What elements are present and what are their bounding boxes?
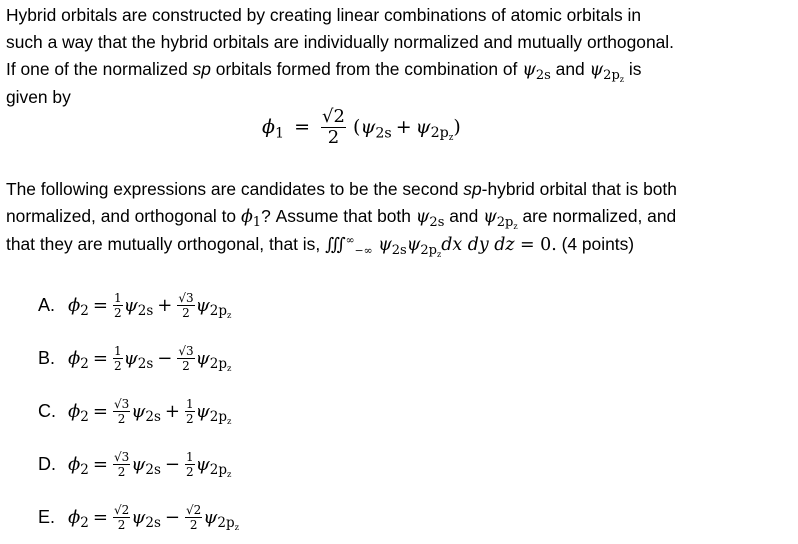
option-coefficient-2: $\frac{√3}{2}$ [178, 344, 194, 373]
intro-line-3: If one of the normalized sp orbitals formed from the combination of $\psi_{2s}$ and $\psi_{2p_z}$ is [6, 59, 642, 84]
option-equals: = [92, 401, 108, 422]
option-coefficient-1: $\frac{√3}{2}$ [113, 450, 130, 479]
option-coefficient-2: $\frac{√2}{2}$ [186, 503, 202, 532]
phi1-equation [262, 108, 461, 147]
intro-line-2: such a way that the hybrid orbitals are individually normalized and mutually orthogonal. [6, 32, 674, 52]
option-equals: = [92, 507, 108, 528]
option-operator: + [157, 295, 173, 316]
answer-option[interactable] [38, 438, 239, 491]
option-phi2: $\phi_2$ [68, 348, 89, 373]
answer-option[interactable] [38, 491, 239, 544]
option-operator: − [157, 348, 173, 369]
option-coefficient-2: $\frac{√3}{2}$ [178, 291, 194, 320]
psi-2s-symbol: $\psi_{2s}$ [522, 60, 551, 83]
question-line-2: normalized, and orthogonal to $\phi_1$? Assume that both $\psi_{2s}$ and $\psi_{2p_z}$ are normalized, and [6, 206, 677, 231]
option-equals: = [92, 348, 108, 369]
intro-line-1: Hybrid orbitals are constructed by creating linear combinations of atomic orbitals in [6, 5, 642, 25]
option-letter: B. [38, 348, 56, 368]
option-phi2: $\phi_2$ [68, 295, 89, 320]
option-psi-2pz: $\psi_{2p_z}$ [195, 454, 232, 479]
option-operator: − [164, 507, 180, 528]
option-phi2: $\phi_2$ [68, 507, 89, 532]
option-psi-2pz: $\psi_{2p_z}$ [203, 507, 240, 532]
option-psi-2s: $\psi_{2s}$ [131, 401, 161, 426]
equals-sign: = [294, 115, 310, 138]
option-coefficient-2: $\frac{1}{2}$ [186, 397, 194, 426]
intro-paragraph [6, 2, 792, 111]
phi1-rhs: $(\psi_{2s} + \psi_{2p_z})$ [353, 115, 461, 143]
phi1-lhs: $\phi_1$ [262, 115, 285, 141]
option-letter: A. [38, 295, 56, 315]
option-operator: + [164, 401, 180, 422]
option-psi-2pz: $\psi_{2p_z}$ [195, 348, 232, 373]
option-coefficient-1: $\frac{√2}{2}$ [113, 503, 130, 532]
option-psi-2s: $\psi_{2s}$ [131, 507, 161, 532]
question-line-3: that they are mutually orthogonal, that is, $∭^\infty_{-\infty}$ $\psi_{2s}\psi_{2p_z}dx$ dy dz = 0. (4 points) [6, 233, 635, 259]
option-psi-2pz: $\psi_{2p_z}$ [195, 295, 232, 320]
option-letter: D. [38, 454, 56, 474]
option-equals: = [92, 295, 108, 316]
triple-integral: $∭^\infty_{-\infty}$ $\psi_{2s}\psi_{2p_z}dx$ dy dz [325, 233, 515, 259]
option-phi2: $\phi_2$ [68, 454, 89, 479]
option-psi-2s: $\psi_{2s}$ [131, 454, 161, 479]
option-letter: E. [38, 507, 56, 527]
option-letter: C. [38, 401, 56, 421]
answer-options [38, 279, 239, 544]
psi-2pz-symbol: $\psi_{2p_z}$ [589, 60, 625, 84]
phi1-symbol: $\phi_1$ [240, 207, 262, 230]
option-coefficient-1: $\frac{1}{2}$ [113, 344, 122, 373]
question-line-1: The following expressions are candidates to be the second sp-hybrid orbital that is both [6, 179, 677, 199]
option-coefficient-1: $\frac{1}{2}$ [113, 291, 122, 320]
intro-line-4: given by [6, 87, 71, 107]
option-psi-2s: $\psi_{2s}$ [123, 348, 154, 373]
question-paragraph [6, 176, 792, 259]
option-operator: − [164, 454, 180, 475]
answer-option[interactable] [38, 385, 239, 438]
option-coefficient-1: $\frac{√3}{2}$ [113, 397, 130, 426]
coefficient-fraction: $\frac{√2}{2}$ [322, 106, 345, 148]
option-psi-2s: $\psi_{2s}$ [123, 295, 154, 320]
option-psi-2pz: $\psi_{2p_z}$ [195, 401, 232, 426]
option-equals: = [92, 454, 108, 475]
answer-option[interactable] [38, 332, 239, 385]
option-coefficient-2: $\frac{1}{2}$ [186, 450, 194, 479]
option-phi2: $\phi_2$ [68, 401, 89, 426]
answer-option[interactable] [38, 279, 239, 332]
